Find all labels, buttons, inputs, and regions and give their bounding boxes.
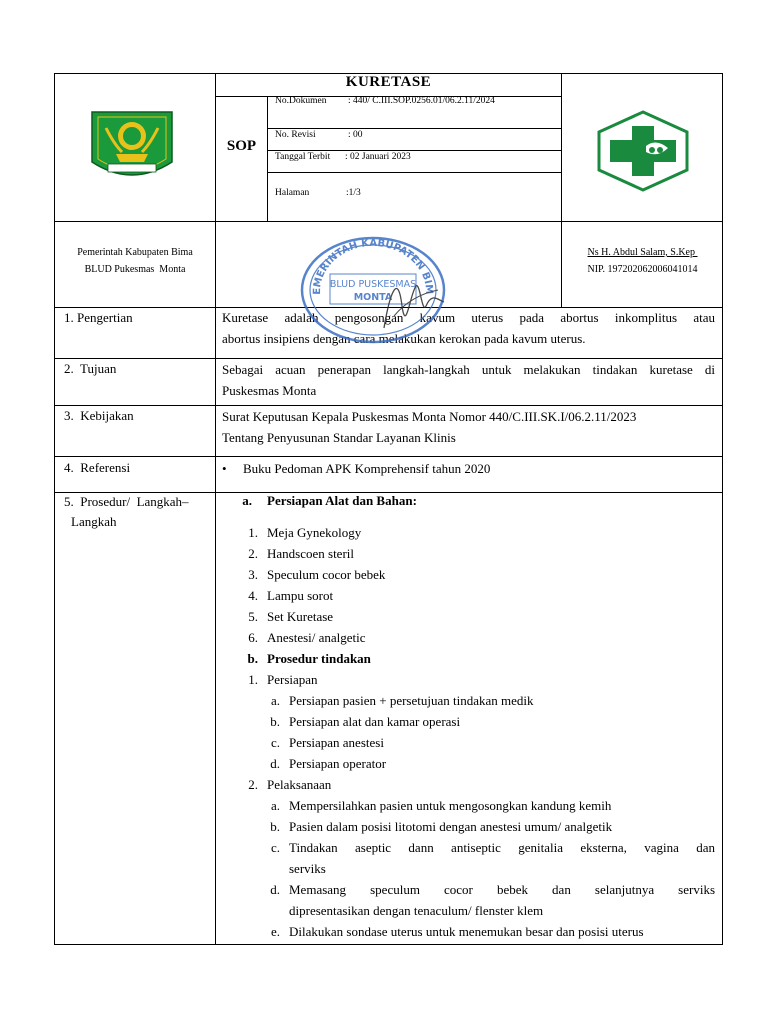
- issue-date-value: : 02 Januari 2023: [345, 152, 411, 162]
- subsection-a-marker: a.: [242, 493, 252, 508]
- section-tujuan-label: 2. Tujuan: [64, 361, 117, 376]
- doc-no-label: No.Dokumen: [275, 96, 327, 106]
- subsection-b-title: Prosedur tindakan: [267, 651, 371, 666]
- doc-no-value: : 440/ C.III.SOP.0256.01/06.2.11/2024: [348, 96, 495, 106]
- kebijakan-line-2: Tentang Penyusunan Standar Layanan Klinis: [222, 430, 456, 445]
- signer-nip: NIP. 197202062006041014: [587, 264, 698, 275]
- subsection-b-marker: b.: [247, 651, 258, 666]
- page-label: Halaman: [275, 188, 310, 198]
- svg-text:PEMERINTAH KABUPATEN BIMA: EMERINTAH KABUPATEN BIM: [311, 237, 435, 295]
- subsection-a-title: Persiapan Alat dan Bahan:: [267, 493, 417, 508]
- puskesmas-logo: [596, 110, 690, 192]
- section-referensi-label: 4. Referensi: [64, 460, 131, 475]
- referensi-item: Buku Pedoman APK Komprehensif tahun 2020: [243, 461, 491, 476]
- svg-text:BLUD PUSKESMAS: BLUD PUSKESMAS: [329, 279, 417, 290]
- official-stamp: [298, 232, 448, 344]
- kebijakan-line-1: Surat Keputusan Kepala Puskesmas Monta Nomor 440/C.III.SK.I/06.2.11/2023: [222, 409, 637, 424]
- issue-date-label: Tanggal Terbit: [275, 152, 331, 162]
- signer-name: Ns H. Abdul Salam, S.Kep: [587, 247, 698, 258]
- regency-logo: [86, 108, 178, 188]
- section-pengertian-label: 1. Pengertian: [64, 310, 133, 325]
- tujuan-line-2: Puskesmas Monta: [222, 383, 317, 398]
- org-line-2: BLUD Pukesmas Monta: [84, 264, 186, 275]
- section-prosedur-label-1: 5. Prosedur/ Langkah–: [64, 494, 189, 509]
- section-kebijakan-label: 3. Kebijakan: [64, 408, 134, 423]
- svg-text:MONTA: MONTA: [353, 292, 393, 303]
- bullet-icon: •: [222, 461, 227, 476]
- pengertian-line-1: Kuretase adalah pengosongan kavum uterus pada abortus inkomplitus atau: [222, 310, 715, 325]
- revision-label: No. Revisi: [275, 130, 316, 140]
- sop-label: SOP: [226, 138, 257, 154]
- revision-value: : 00: [348, 130, 363, 140]
- org-line-1: Pemerintah Kabupaten Bima: [77, 247, 193, 258]
- document-title: KURETASE: [345, 74, 432, 90]
- section-prosedur-label-2: Langkah: [71, 514, 117, 529]
- tujuan-line-1: Sebagai acuan penerapan langkah-langkah untuk melakukan tindakan kuretase di: [222, 362, 715, 377]
- pengertian-line-2: abortus insipiens dengan cara melakukan kerokan pada kavum uterus.: [222, 331, 586, 346]
- page-value: :1/3: [346, 188, 361, 198]
